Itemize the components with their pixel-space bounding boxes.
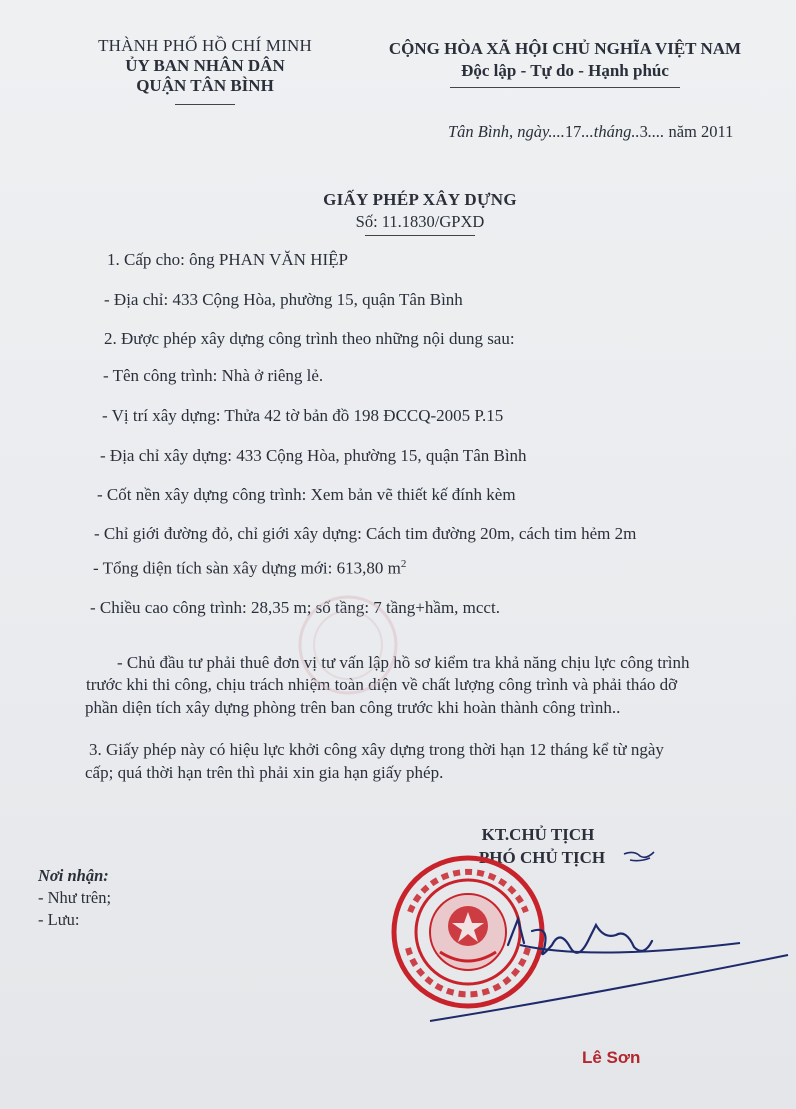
investor-condition-line-3: phần diện tích xây dựng phòng trên ban công trước khi hoàn thành công trình..: [85, 698, 621, 717]
owner-address: - Địa chỉ: 433 Cộng Hòa, phường 15, quận Tân Bình: [104, 290, 463, 309]
signature-title-1: KT.CHỦ TỊCH: [481, 825, 595, 844]
floor-area: [93, 558, 406, 579]
foundation-level: - Cốt nền xây dựng công trình: Xem bản vẽ thiết kế đính kèm: [97, 485, 516, 504]
date-year: năm 2011: [668, 122, 734, 141]
recipients-label: Nơi nhận:: [38, 866, 109, 885]
committee-name: ỦY BAN NHÂN DÂN: [125, 56, 285, 75]
document-title: GIẤY PHÉP XÂY DỰNG: [323, 190, 517, 209]
signature-title-2: PHÓ CHỦ TỊCH: [478, 848, 606, 867]
issuing-authority-header: [60, 36, 350, 105]
work-name: - Tên công trình: Nhà ở riêng lẻ.: [103, 366, 324, 385]
investor-condition-line-2: trước khi thi công, chịu trách nhiệm toàn diện về chất lượng công trình và phải tháo dỡ: [86, 675, 678, 694]
header-right-underline: [450, 87, 680, 88]
recipient-item: - Lưu:: [38, 910, 80, 929]
issue-date: Tân Bình, ngày....17...tháng..3.... năm 2011: [448, 122, 734, 141]
floor-area-superscript: 2: [400, 558, 407, 570]
recipients-block: [28, 865, 111, 931]
number-underline: [365, 235, 475, 236]
header-left-underline: [175, 104, 235, 105]
building-height: - Chiều cao công trình: 28,35 m; số tầng: 7 tầng+hầm, mcct.: [90, 598, 500, 617]
date-place: Tân Bình, ngày: [448, 122, 549, 141]
city-name: THÀNH PHỐ HỒ CHÍ MINH: [98, 36, 312, 55]
signer-name: Lê Sơn: [582, 1048, 641, 1067]
validity-line-1: 3. Giấy phép này có hiệu lực khởi công xây dựng trong thời hạn 12 tháng kể từ ngày: [89, 740, 664, 759]
recipient-item: - Như trên;: [38, 888, 112, 907]
national-header: [355, 38, 775, 88]
national-motto: Độc lập - Tự do - Hạnh phúc: [461, 61, 669, 80]
date-month-label: tháng: [593, 122, 632, 141]
faint-background-seal: [278, 590, 418, 700]
district-name: QUẬN TÂN BÌNH: [136, 76, 274, 95]
issued-to: 1. Cấp cho: ông PHAN VĂN HIỆP: [107, 250, 348, 269]
date-day: 17: [564, 122, 582, 141]
build-address: - Địa chỉ xây dựng: 433 Cộng Hòa, phường 15, quận Tân Bình: [100, 446, 527, 465]
initial-mark: [622, 848, 656, 864]
document-number: Số: 11.1830/GPXD: [355, 212, 485, 231]
floor-area-text: - Tổng diện tích sàn xây dựng mới: 613,80 m: [93, 558, 401, 578]
build-location: - Vị trí xây dựng: Thửa 42 tờ bản đồ 198 ĐCCQ-2005 P.15: [102, 406, 504, 425]
investor-condition-line-1: - Chủ đầu tư phải thuê đơn vị tư vấn lập hồ sơ kiểm tra khả năng chịu lực công trình: [117, 653, 690, 672]
boundary-lines: - Chỉ giới đường đỏ, chỉ giới xây dựng: Cách tim đường 20m, cách tim hẻm 2m: [94, 524, 637, 543]
handwritten-signature: [420, 895, 790, 1025]
document-number-block: [230, 212, 610, 236]
date-month: 3: [639, 122, 648, 141]
permission-intro: 2. Được phép xây dựng công trình theo những nội dung sau:: [104, 329, 515, 348]
republic-name: CỘNG HÒA XÃ HỘI CHỦ NGHĨA VIỆT NAM: [388, 39, 742, 58]
validity-line-2: cấp; quá thời hạn trên thì phải xin gia hạn giấy phép.: [85, 763, 444, 782]
